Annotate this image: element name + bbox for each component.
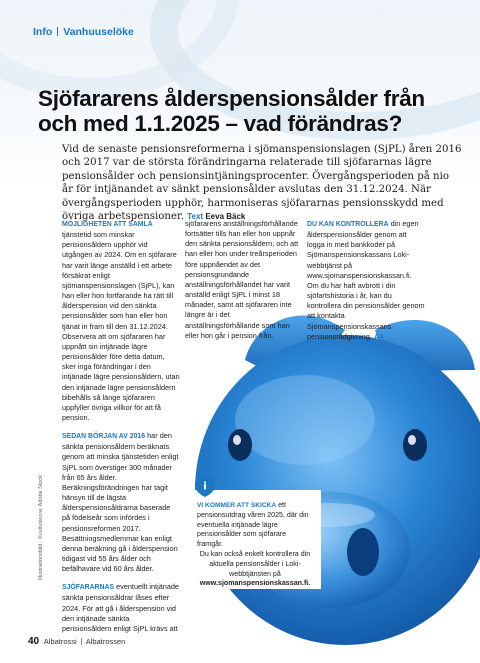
info-box-lead-in: VI KOMMER ATT SKICKA	[197, 502, 277, 509]
article-title	[38, 86, 458, 136]
article-lead	[62, 143, 462, 223]
info-box-text-2: Du kan också enkelt kontrollera din aktuella pensionsålder i Loki-webbtjänsten på	[199, 549, 311, 578]
paragraph-lead-in: SJÖFARARNAS	[62, 584, 115, 592]
category-label: Info	[33, 26, 53, 38]
info-box-paragraph-2	[197, 550, 313, 599]
end-mark-icon: AA	[373, 333, 385, 341]
paragraph-text: har den sänkta pensionsåldern beräknats genom att minska tjänstetiden enligt SjPL som överstiger 300 månader från 65 års ålder. Beräkningsförändringen har tagit hänsyn till de lägsta ålderspensionsåldrarna baserade på födelseår som infördes i pensionsreformen 2017. Besättningsmedlemmar kan enligt denna beräkning gå i ålderspension tidigast vid 55 års ålder och befälhavare vid 60 års ålder.	[62, 431, 179, 574]
subcategory-label: Vanhuuselöke	[63, 26, 134, 38]
paragraph	[307, 219, 425, 343]
column-1	[62, 219, 180, 642]
info-box-paragraph	[197, 501, 309, 548]
byline-author: Eeva Bäck	[205, 212, 246, 222]
paragraph	[62, 582, 180, 634]
paragraph-lead-in: DU KAN KONTROLLERA	[307, 221, 389, 228]
paragraph-text: tjänstetid som minskar pensionsåldern upphör vid utgången av 2024. Om en sjöfarare har varit länge anställd i ett arbete försäkrat enligt sjömanspensionslagen (SjPL), kan han eller hon fortfarande ha rätt till ålderspension vid den sänkta pensionsålder som han eller hon tjänat in fram till den 31.12.2024. Observera att om sjöfararen har uppnått sin intjänade lägre pensionsålder före detta datum, sker inga förändringar i den intjänade lägre pensionsåldern, utan den intjänade lägre pensionsåldern bibehålls så länge sjöfararen uppfyller övriga villkor för att få pension.	[62, 230, 180, 422]
paragraph	[62, 219, 180, 423]
info-icon	[195, 475, 215, 497]
lead-text: Vid de senaste pensionsreformerna i sjömanspensionslagen (SjPL) åren 2016 och 2017 var de största förändringarna relaterade till sjöfararnas lägre pensionsålder och pensionsintjäningsprocenter. Övergångsperioden på nio år för intjänandet av sänkt pensionsålder avslutas den 31.12.2024. När övergångsperioden upphör, harmoniseras sjöfararnas pensionsskydd med övriga arbetspensioner.	[62, 144, 462, 223]
paragraph-lead-in: MÖJLIGHETEN ATT SAMLA	[62, 221, 153, 228]
info-badge-letter: i	[203, 479, 207, 493]
title-line-1: Sjöfararens ålderspensionsålder från	[38, 86, 425, 111]
paragraph	[185, 219, 301, 341]
paragraph	[62, 431, 180, 574]
title-line-2: och med 1.1.2025 – vad förändras?	[38, 111, 403, 136]
footer-divider	[81, 638, 82, 645]
end-mark-icon: AA	[249, 590, 261, 598]
image-credit: Illustrationsbild · Kuvituskuva: Adobe Stock	[38, 475, 44, 580]
column-3	[307, 219, 425, 351]
header-divider	[57, 27, 58, 36]
paragraph-lead-in: SEDAN BÖRJAN AV 2016	[62, 433, 146, 441]
page-number: 40	[28, 636, 40, 647]
paragraph-text: eventuellt intjänade sänkta pensionsåldrar låses efter 2024. För att gå i ålderspension vid den intjänade sänkta pensionsåldern enligt SjPL krävs att	[62, 582, 179, 633]
byline-label: Text	[187, 212, 204, 222]
paragraph-text: sjöfararens anställningsförhållande fortsätter tills han eller hon uppnår den sänkta pensionsåldern, och att han eller hon under treårsperioden före uppnåendet av det pensionsgrundande anställningsförhållandet har varit anställd enligt SjPL i minst 18 månader, samt att sjöfararen inte längre är i det anställningsförhållande som han eller hon går i pension från.	[185, 219, 299, 340]
website-link[interactable]: www.sjomanspensionskassan.fi.	[199, 579, 311, 588]
paragraph-text: din egen ålderspensionsålder genom att logga in med bankkoder på Sjömanspensionskassans Loki-webbtjänst på www.sjomanspensionskassan.fi. Om du har haft avbrott i din sjöfartshistoria i år, kan du kontrollera din pensionsålder genom att kontakta Sjömanspensionskassans pensionsrådgivning.	[307, 219, 425, 341]
page-footer	[28, 636, 125, 647]
magazine-name-sv: Albatrossen	[85, 637, 126, 646]
info-box-text: ett pensionsutdrag våren 2025, där din eventuella intjänade lägre pensionsålder som sjöfarare framgår.	[197, 501, 309, 549]
magazine-name-fi: Albatrossi	[43, 637, 77, 646]
info-box	[187, 490, 321, 598]
column-2	[185, 219, 301, 349]
piggy-bank-illustration	[185, 300, 480, 663]
section-header	[33, 26, 134, 38]
